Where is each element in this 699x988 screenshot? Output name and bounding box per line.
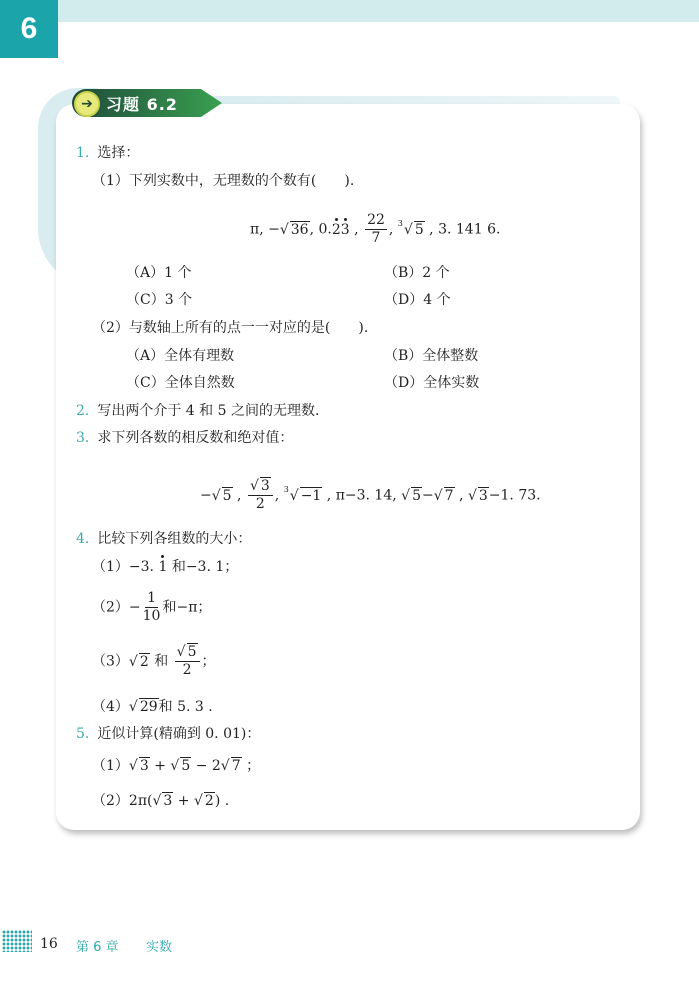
option-c: （C）3 个	[126, 292, 193, 308]
radical	[129, 699, 159, 715]
radical	[170, 758, 191, 774]
radicand: 3	[478, 487, 488, 504]
radicand: −1	[300, 487, 322, 504]
radical	[397, 218, 425, 238]
math-text: 和 5. 3 .	[158, 699, 213, 715]
radical-sign: √	[289, 487, 299, 504]
radical-sign: √	[176, 644, 186, 660]
fraction	[248, 478, 273, 513]
radical-sign: √	[128, 699, 138, 715]
section-title: 习题 6.2	[106, 95, 178, 114]
problem-3	[76, 429, 293, 447]
radical	[212, 488, 233, 504]
math-text: 10	[142, 608, 161, 624]
fraction	[143, 590, 161, 625]
math-text: 和−3. 1；	[167, 559, 239, 575]
radical	[129, 758, 150, 774]
problem-number: 3.	[76, 430, 90, 446]
footer-chapter-name: 实数	[146, 940, 173, 955]
math-text: 2	[182, 662, 192, 678]
numerator	[365, 212, 387, 230]
option-d: （D）全体实数	[384, 375, 480, 391]
radical	[468, 488, 489, 504]
option-b: （B）2 个	[384, 265, 450, 281]
radical	[434, 488, 455, 504]
radical	[283, 484, 323, 504]
math-text: ,	[349, 221, 364, 238]
math-text: ,	[454, 487, 468, 504]
radical	[221, 758, 242, 774]
problem-5-item	[92, 792, 229, 810]
chapter-number-badge: 6	[0, 0, 58, 58]
problem-text: 求下列各数的相反数和绝对值：	[97, 430, 294, 446]
math-text: , 3. 141 6.	[424, 221, 501, 238]
radicand: 3	[260, 478, 270, 494]
math-text: −	[422, 487, 434, 504]
math-expression	[250, 212, 500, 247]
math-text: 2	[255, 496, 265, 512]
math-text: +	[149, 758, 171, 774]
radical-sign: √	[152, 793, 162, 809]
math-text: ) .	[214, 793, 230, 809]
math-text: （2）−	[92, 599, 141, 616]
problem-1-q2: （2）与数轴上所有的点一一对应的是( ).	[92, 320, 369, 336]
arrow-icon: ➔	[74, 91, 100, 117]
math-text: 7	[371, 230, 381, 246]
problem-2	[76, 402, 319, 420]
numerator	[145, 590, 158, 608]
option-d: （D）4 个	[384, 292, 451, 308]
math-text: π, −	[250, 221, 280, 238]
math-text: ；	[201, 653, 216, 670]
radical	[194, 793, 215, 809]
radicand: 5	[222, 487, 232, 504]
root-index: 3	[283, 484, 289, 494]
problem-text: 近似计算(精确到 0. 01)：	[97, 726, 261, 742]
radical	[401, 488, 422, 504]
math-text: −	[200, 487, 212, 504]
radical-sign: √	[467, 487, 477, 504]
numerator	[175, 644, 200, 662]
math-text: （1）−3.	[92, 559, 159, 575]
fraction	[175, 644, 200, 679]
problem-number: 2.	[76, 403, 90, 419]
radicand: 5	[181, 758, 191, 774]
math-text: , π−3. 14,	[322, 487, 402, 504]
math-text: （2）2π(	[92, 793, 153, 809]
radical-sign: √	[401, 487, 411, 504]
footer-chapter: 第 6 章	[76, 940, 119, 955]
radical-sign: √	[220, 758, 230, 774]
math-text: 1	[147, 590, 157, 606]
radical-sign: √	[193, 793, 203, 809]
radical	[280, 222, 310, 238]
fraction	[365, 212, 387, 247]
math-text: （1）	[92, 758, 129, 774]
option-a: （A）1 个	[126, 265, 192, 281]
problem-4-item	[92, 558, 238, 576]
option-c: （C）全体自然数	[126, 375, 235, 391]
option-b: （B）全体整数	[384, 348, 479, 364]
problem-5	[76, 725, 260, 743]
math-text: （4）	[92, 699, 129, 715]
math-text: 和	[149, 653, 173, 670]
problem-1	[76, 144, 139, 162]
problem-text: 选择：	[97, 145, 140, 161]
math-text: ,	[232, 487, 246, 504]
radicand: 5	[412, 487, 421, 504]
problem-1-q1: （1）下列实数中，无理数的个数有( ).	[92, 173, 355, 189]
numerator	[248, 478, 273, 496]
page-number: 16	[40, 936, 58, 952]
denominator	[143, 608, 161, 625]
radical	[152, 793, 173, 809]
root-index: 3	[397, 218, 403, 228]
radicand: 7	[444, 487, 454, 504]
radicand: 2	[204, 793, 214, 809]
denominator	[183, 662, 192, 679]
radical-sign: √	[128, 758, 138, 774]
math-text: ；	[241, 758, 261, 774]
problem-4	[76, 530, 251, 548]
radical-sign: √	[249, 478, 259, 494]
radical-sign: √	[170, 758, 180, 774]
radical	[177, 644, 198, 660]
radicand: 5	[187, 644, 197, 660]
radical	[129, 654, 150, 670]
math-expression	[200, 478, 541, 513]
option-a: （A）全体有理数	[126, 348, 235, 364]
denominator	[256, 496, 265, 513]
radicand: 29	[139, 699, 158, 715]
math-text: 和−π；	[162, 599, 212, 616]
problem-text: 比较下列各组数的大小：	[97, 531, 252, 547]
problem-text: 写出两个介于 4 和 5 之间的无理数.	[97, 403, 320, 419]
problem-4-item	[92, 644, 216, 679]
radicand: 5	[414, 221, 424, 238]
math-text: ,	[388, 221, 398, 238]
problem-number: 1.	[76, 145, 90, 161]
radical-sign: √	[403, 221, 413, 238]
radicand: 2	[139, 653, 149, 670]
radicand: 36	[290, 221, 309, 238]
math-text: （3）	[92, 653, 129, 670]
radical-sign: √	[211, 487, 221, 504]
top-bar	[58, 0, 699, 22]
math-text: − 2	[191, 758, 221, 774]
repeating-digit: 2	[331, 221, 341, 238]
radicand: 3	[163, 793, 173, 809]
math-text: ,	[274, 487, 284, 504]
radical-sign: √	[279, 221, 289, 238]
problem-4-item	[92, 590, 211, 625]
problem-number: 5.	[76, 726, 90, 742]
dots-icon	[2, 930, 32, 952]
problem-number: 4.	[76, 531, 90, 547]
radicand: 7	[231, 758, 241, 774]
denominator	[372, 230, 381, 247]
radical-sign: √	[128, 653, 138, 670]
math-text: +	[173, 793, 194, 809]
math-text: 22	[367, 212, 385, 228]
radical-sign: √	[433, 487, 443, 504]
repeating-digit: 1	[158, 559, 168, 575]
math-text: −1. 73.	[488, 487, 541, 504]
radicand: 3	[139, 758, 149, 774]
problem-5-item	[92, 757, 260, 775]
math-text: , 0.	[309, 221, 332, 238]
problem-4-item	[92, 698, 213, 716]
repeating-digit: 3	[340, 221, 350, 238]
radical	[250, 478, 271, 494]
